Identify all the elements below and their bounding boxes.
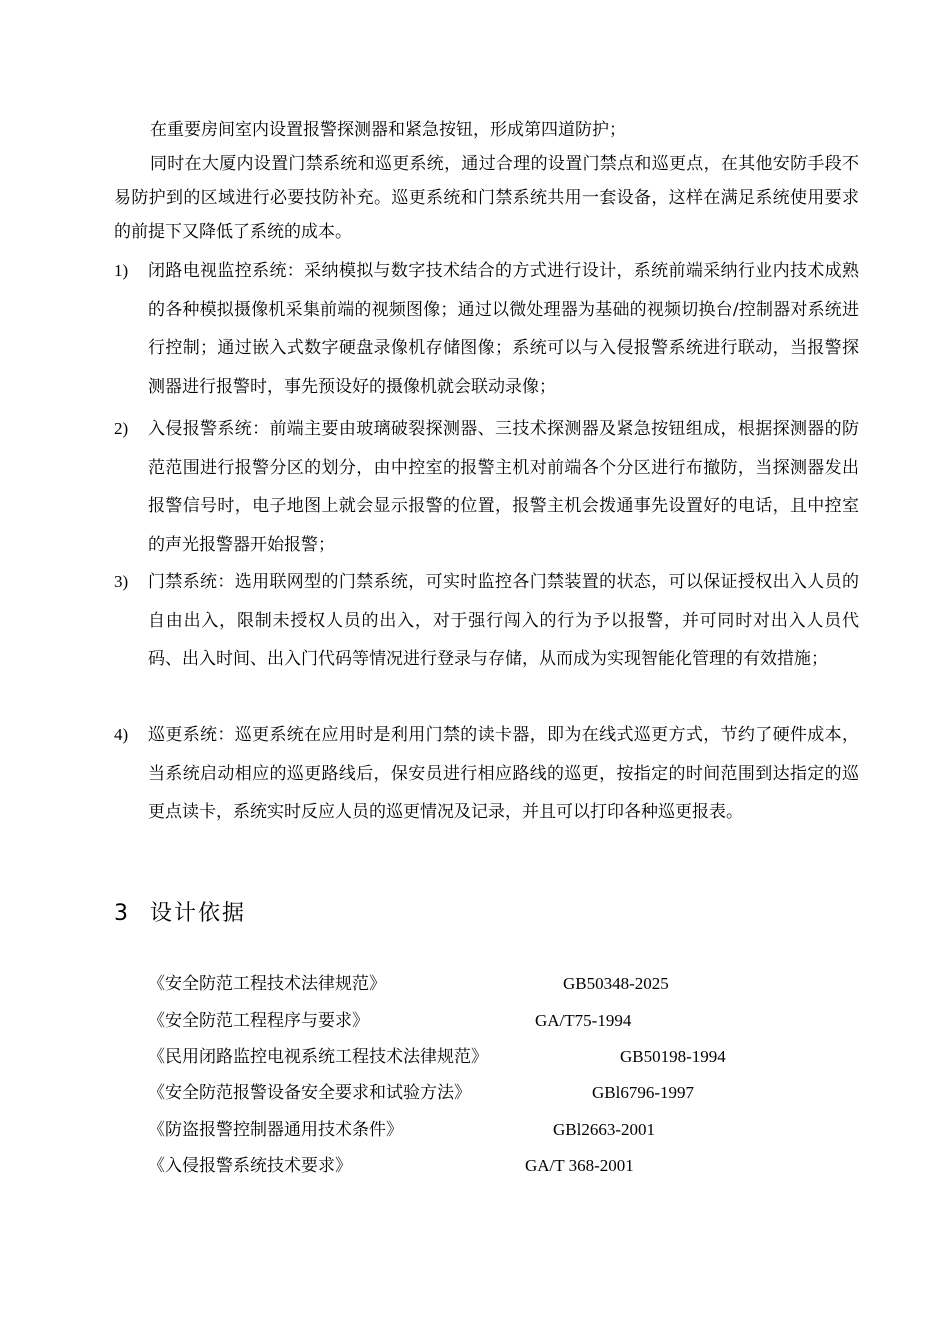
list-item-patrol [114, 716, 859, 832]
reference-title: 《入侵报警系统技术要求》 [148, 1156, 352, 1176]
list-item-number: 2) [114, 419, 129, 438]
list-item-number: 4) [114, 725, 129, 744]
list-item-text: 巡更系统：巡更系统在应用时是利用门禁的读卡器，即为在线式巡更方式，节约了硬件成本，当系统启动相应的巡更路线后，保安员进行相应路线的巡更，按指定的时间范围到达指定的巡更点读卡，系统实时反应人员的巡更情况及记录，并且可以打印各种巡更报表。 [148, 725, 859, 822]
reference-title: 《防盗报警控制器通用技术条件》 [148, 1120, 403, 1140]
reference-title: 《安全防范工程技术法律规范》 [148, 974, 386, 994]
list-item-text: 闭路电视监控系统：采纳模拟与数字技术结合的方式进行设计，系统前端采纳行业内技术成熟的各种模拟摄像机采集前端的视频图像；通过以微处理器为基础的视频切换台/控制器对系统进行控制；通过嵌入式数字硬盘录像机存储图像；系统可以与入侵报警系统进行联动，当报警探测器进行报警时，事先预设好的摄像机就会联动录像； [148, 261, 859, 397]
list-item-number: 1) [114, 261, 129, 280]
section-heading [114, 896, 246, 927]
reference-code: GA/T 368-2001 [525, 1156, 634, 1175]
reference-title: 《民用闭路监控电视系统工程技术法律规范》 [148, 1047, 488, 1067]
list-item-access-control [114, 563, 859, 679]
list-item-cctv [114, 252, 859, 406]
reference-code: GA/T75-1994 [535, 1011, 632, 1030]
paragraph-fourth-defense: 在重要房间室内设置报警探测器和紧急按钮，形成第四道防护； [150, 120, 626, 140]
list-item-text: 门禁系统：选用联网型的门禁系统，可实时监控各门禁装置的状态，可以保证授权出入人员的自由出入，限制未授权人员的出入，对于强行闯入的行为予以报警，并可同时对出入人员代码、出入时间、出入门代码等情况进行登录与存储，从而成为实现智能化管理的有效措施； [148, 572, 859, 669]
list-item-number: 3) [114, 572, 129, 591]
section-title: 设计依据 [150, 901, 247, 926]
list-item-text: 入侵报警系统：前端主要由玻璃破裂探测器、三技术探测器及紧急按钮组成，根据探测器的防范范围进行报警分区的划分，由中控室的报警主机对前端各个分区进行布撤防，当探测器发出报警信号时，电子地图上就会显示报警的位置，报警主机会拨通事先设置好的电话，且中控室的声光报警器开始报警； [148, 419, 859, 555]
paragraph-access-patrol: 同时在大厦内设置门禁系统和巡更系统，通过合理的设置门禁点和巡更点，在其他安防手段不易防护到的区域进行必要技防补充。巡更系统和门禁系统共用一套设备，这样在满足系统使用要求的前提下又降低了系统的成本。 [114, 154, 859, 242]
reference-title: 《安全防范报警设备安全要求和试验方法》 [148, 1083, 471, 1103]
reference-code: GBl6796-1997 [592, 1083, 694, 1102]
reference-title: 《安全防范工程程序与要求》 [148, 1011, 369, 1031]
section-number: 3 [114, 901, 130, 926]
reference-code: GBl2663-2001 [553, 1120, 655, 1139]
list-item-intrusion-alarm [114, 410, 859, 564]
reference-code: GB50348-2025 [563, 974, 669, 993]
reference-code: GB50198-1994 [620, 1047, 726, 1066]
